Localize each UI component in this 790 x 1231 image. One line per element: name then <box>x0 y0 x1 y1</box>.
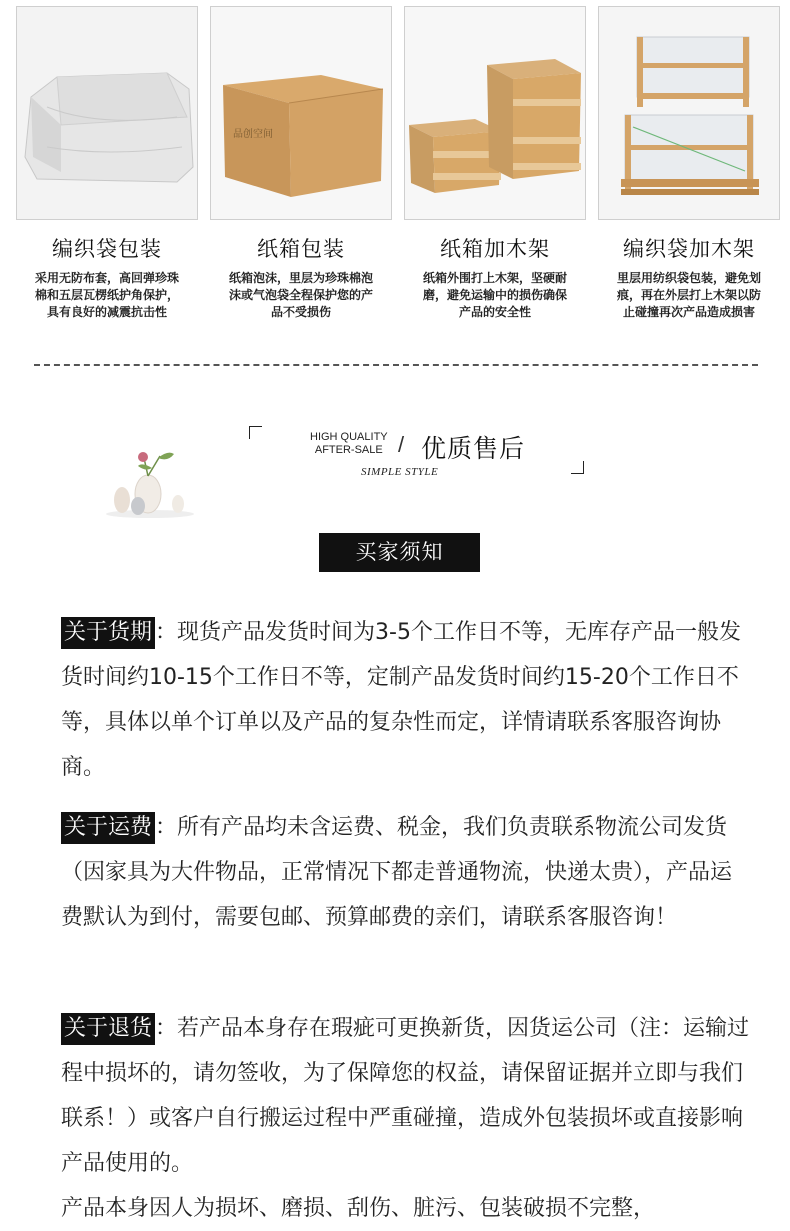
packaging-title: 纸箱加木架 <box>440 237 550 261</box>
packaging-card-carton <box>210 6 392 321</box>
carton-wood-photo <box>404 6 586 220</box>
notice-delivery <box>61 610 751 790</box>
dashed-divider <box>34 364 758 366</box>
carton-box-illustration <box>211 7 391 219</box>
trailing-text: 产品本身因人为损坏、磨损、刮伤、脏污、包装破损不完整， <box>61 1196 656 1221</box>
packaging-title: 编织袋加木架 <box>623 237 755 261</box>
after-sale-en-line1: HIGH QUALITY <box>310 431 388 443</box>
woven-bag-photo <box>16 6 198 220</box>
vase-flower-icon <box>100 442 200 522</box>
corner-bracket-bottom-right <box>571 461 584 474</box>
corner-bracket-top-left <box>249 426 262 439</box>
after-sale-title: 优质售后 <box>421 434 526 463</box>
packaging-title: 纸箱包装 <box>257 237 345 261</box>
packaging-card-woven-wood <box>598 6 780 321</box>
notice-text: ：现货产品发货时间为3-5个工作日不等，无库存产品一般发货时间约10-15个工作日不等，定制产品发货时间约15-20个工作日不等，具体以单个订单以及产品的复杂性而定，详情请联系客服咨询协商。 <box>61 620 741 780</box>
notice-tag: 关于运费 <box>61 812 155 844</box>
notice-text: ：所有产品均未含运费、税金，我们负责联系物流公司发货（因家具为大件物品，正常情况下都走普通物流，快递太贵），产品运费默认为到付，需要包邮、预算邮费的亲们，请联系客服咨询！ <box>61 815 733 930</box>
packaging-description: 纸箱外围打上木架，坚硬耐磨，避免运输中的损伤确保产品的安全性 <box>422 271 567 319</box>
simple-style-subtitle: SIMPLE STYLE <box>361 466 439 478</box>
packaging-description: 里层用纺织袋包装，避免划痕，再在外层打上木架以防止碰撞再次产品造成损害 <box>616 271 761 319</box>
packaging-description: 采用无防布套，高回弹珍珠棉和五层瓦楞纸护角保护，具有良好的减震抗击性 <box>34 271 179 319</box>
notice-text: ：若产品本身存在瑕疵可更换新货，因货运公司（注：运输过程中损坏的，请勿签收，为了保障您的权益，请保留证据并立即与我们联系！）或客户自行搬运过程中严重碰撞，造成外包装损坏或直接影响产品使用的。 <box>61 1016 750 1176</box>
packaging-options <box>0 0 790 340</box>
after-sale-header <box>0 410 790 520</box>
after-sale-english <box>310 431 388 457</box>
slash-separator: / <box>398 432 405 457</box>
notice-returns <box>61 1006 751 1186</box>
woven-wood-photo <box>598 6 780 220</box>
woven-wood-illustration <box>599 7 779 219</box>
woven-bag-illustration <box>17 7 197 219</box>
notice-tag: 关于退货 <box>61 1013 155 1045</box>
after-sale-en-line2: AFTER-SALE <box>314 444 383 456</box>
notice-tag: 关于货期 <box>61 617 155 649</box>
packaging-description: 纸箱泡沫，里层为珍珠棉泡沫或气泡袋全程保护您的产品不受损伤 <box>228 271 373 319</box>
packaging-title: 编织袋包装 <box>52 237 162 261</box>
packaging-card-carton-wood <box>404 6 586 321</box>
packaging-card-woven-bag <box>16 6 198 321</box>
carton-wood-illustration <box>405 7 585 219</box>
notice-shipping <box>61 805 751 940</box>
buyer-notice-banner: 买家须知 <box>319 533 480 572</box>
carton-box-photo <box>210 6 392 220</box>
box-print: 品创空间 <box>233 129 273 140</box>
